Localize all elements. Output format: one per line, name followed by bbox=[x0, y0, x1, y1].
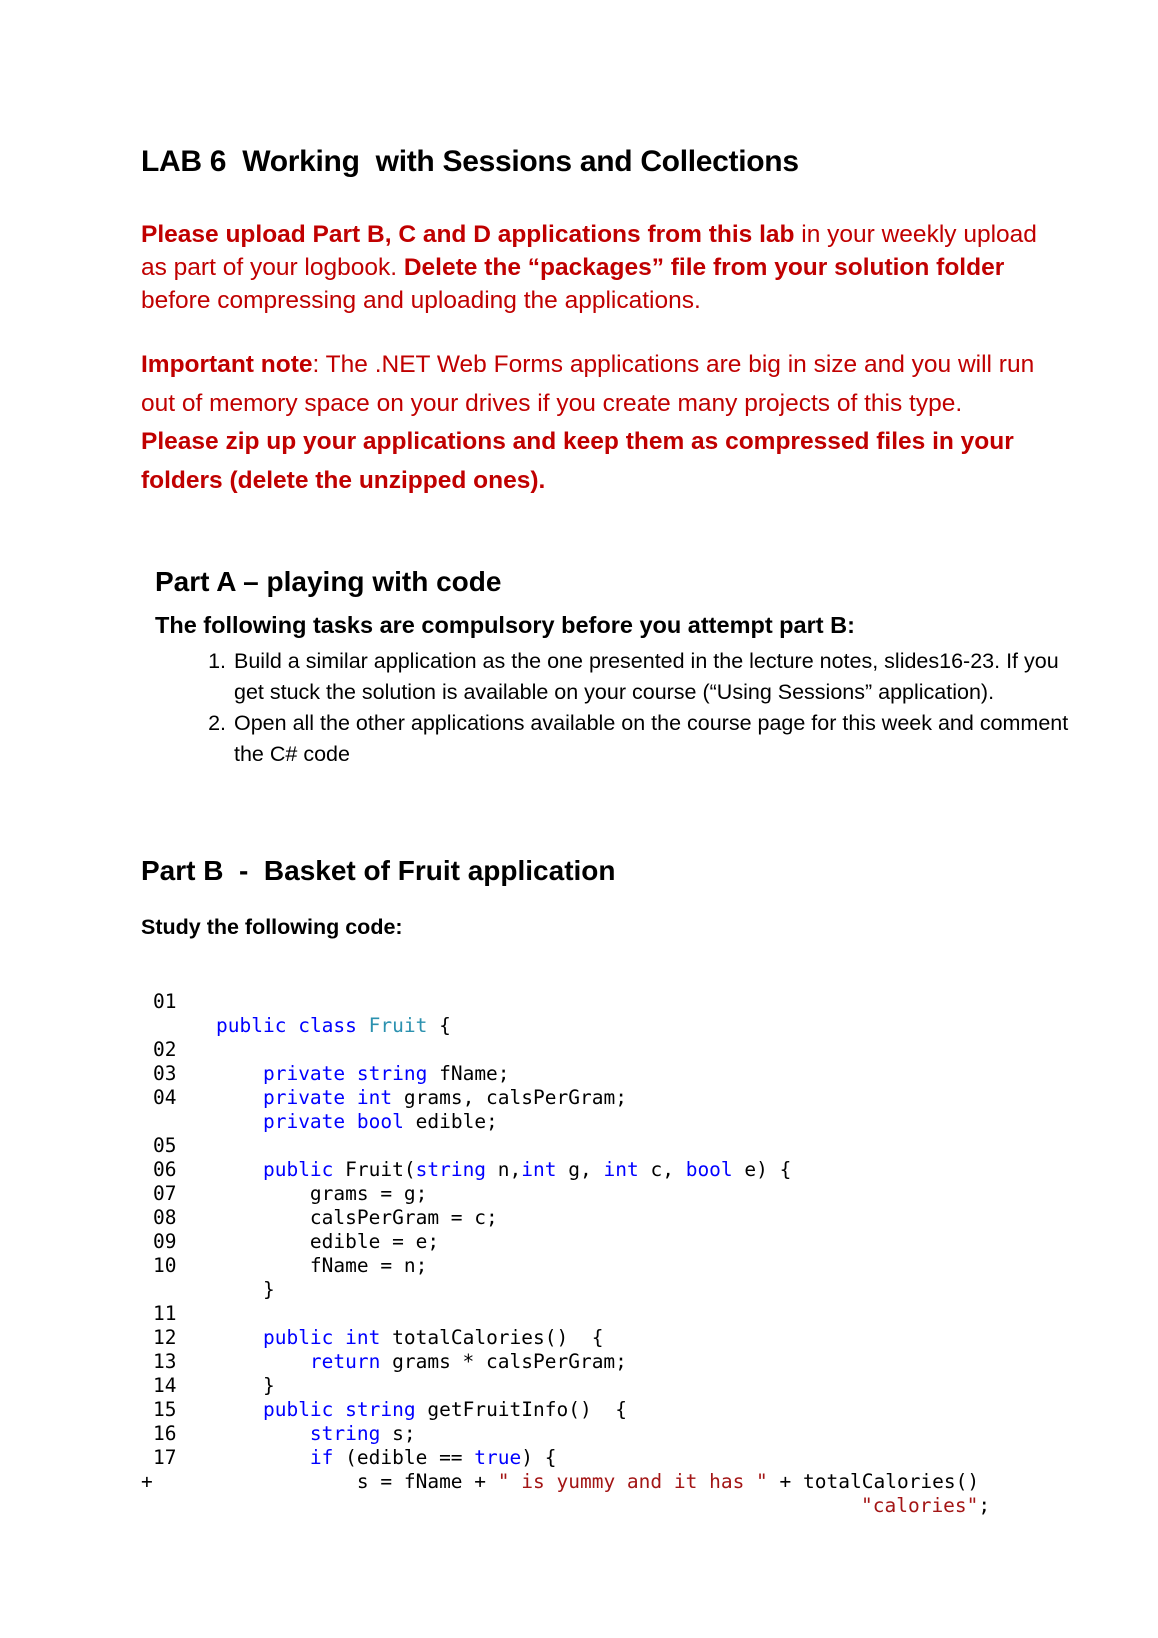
line-number: 01 bbox=[153, 990, 177, 1013]
code-text: public Fruit(string n,int g, int c, bool e) { bbox=[262, 1158, 792, 1181]
code-text: } bbox=[262, 1374, 275, 1397]
important-note-text: : The .NET Web Forms applications are big in size and you will run out of memory space on your drives if you create many projects of this type. bbox=[141, 351, 1035, 417]
upload-text-1: in your weekly upload as part of your logbook. bbox=[141, 221, 1037, 281]
part-a-task-list bbox=[191, 646, 1072, 770]
code-text: public int totalCalories() { bbox=[262, 1326, 604, 1349]
line-number: 09 bbox=[153, 1230, 177, 1253]
code-text: public class Fruit { bbox=[216, 1014, 451, 1037]
upload-text-2: before compressing and uploading the applications. bbox=[141, 287, 701, 314]
line-number: 15 bbox=[153, 1398, 177, 1421]
code-text: if (edible == true) { bbox=[309, 1446, 557, 1469]
line-number: 16 bbox=[153, 1422, 177, 1445]
line-number: 13 bbox=[153, 1350, 177, 1373]
code-line bbox=[141, 966, 1041, 1037]
code-text: "calories"; bbox=[861, 1494, 991, 1517]
line-number: 07 bbox=[153, 1182, 177, 1205]
code-text: s = fName + " is yummy and it has " + totalCalories() bbox=[356, 1470, 980, 1493]
important-note bbox=[141, 346, 1041, 500]
line-number: 03 bbox=[153, 1062, 177, 1085]
code-listing bbox=[141, 966, 1041, 1517]
code-text: calsPerGram = c; bbox=[309, 1206, 498, 1229]
line-number: 06 bbox=[153, 1158, 177, 1181]
page-title: LAB 6 Working with Sessions and Collections bbox=[141, 145, 799, 178]
code-text: string s; bbox=[309, 1422, 416, 1445]
code-text: fName = n; bbox=[309, 1254, 428, 1277]
line-number: 05 bbox=[153, 1134, 177, 1157]
line-number: 04 bbox=[153, 1086, 177, 1109]
part-b-subheading: Study the following code: bbox=[141, 915, 403, 939]
code-text: return grams * calsPerGram; bbox=[309, 1350, 627, 1373]
list-item: 2. Open all the other applications available on the course page for this week and comment the C# code bbox=[232, 708, 1072, 770]
list-item: 1. Build a similar application as the one presented in the lecture notes, slides16-23. If you get stuck the solution is available on your course (“Using Sessions” application). bbox=[232, 646, 1072, 708]
code-text: public string getFruitInfo() { bbox=[262, 1398, 627, 1421]
upload-instructions bbox=[141, 218, 1041, 317]
code-text: edible = e; bbox=[309, 1230, 440, 1253]
code-text: } bbox=[262, 1278, 275, 1301]
line-number: 17 bbox=[153, 1446, 177, 1469]
line-number: 02 bbox=[153, 1038, 177, 1061]
upload-bold-1: Please upload Part B, C and D applications from this lab bbox=[141, 221, 795, 248]
important-note-label: Important note bbox=[141, 351, 313, 378]
code-text: private int grams, calsPerGram; bbox=[262, 1086, 627, 1109]
part-b-heading: Part B - Basket of Fruit application bbox=[141, 855, 616, 886]
code-line bbox=[141, 1470, 1041, 1517]
part-a-subheading: The following tasks are compulsory before you attempt part B: bbox=[155, 612, 855, 638]
line-number: 12 bbox=[153, 1326, 177, 1349]
important-note-bold: Please zip up your applications and keep them as compressed files in your folders (delete the unzipped ones). bbox=[141, 428, 1014, 494]
code-text: private bool edible; bbox=[262, 1110, 498, 1133]
upload-bold-2: Delete the “packages” file from your solution folder bbox=[403, 254, 1005, 281]
part-a-heading: Part A – playing with code bbox=[155, 566, 502, 597]
code-text: private string fName; bbox=[262, 1062, 510, 1085]
line-number: 14 bbox=[153, 1374, 177, 1397]
line-number: 11 bbox=[153, 1302, 177, 1325]
continuation-plus: + bbox=[141, 1470, 153, 1493]
code-text: grams = g; bbox=[309, 1182, 428, 1205]
line-number: 08 bbox=[153, 1206, 177, 1229]
line-number: 10 bbox=[153, 1254, 177, 1277]
